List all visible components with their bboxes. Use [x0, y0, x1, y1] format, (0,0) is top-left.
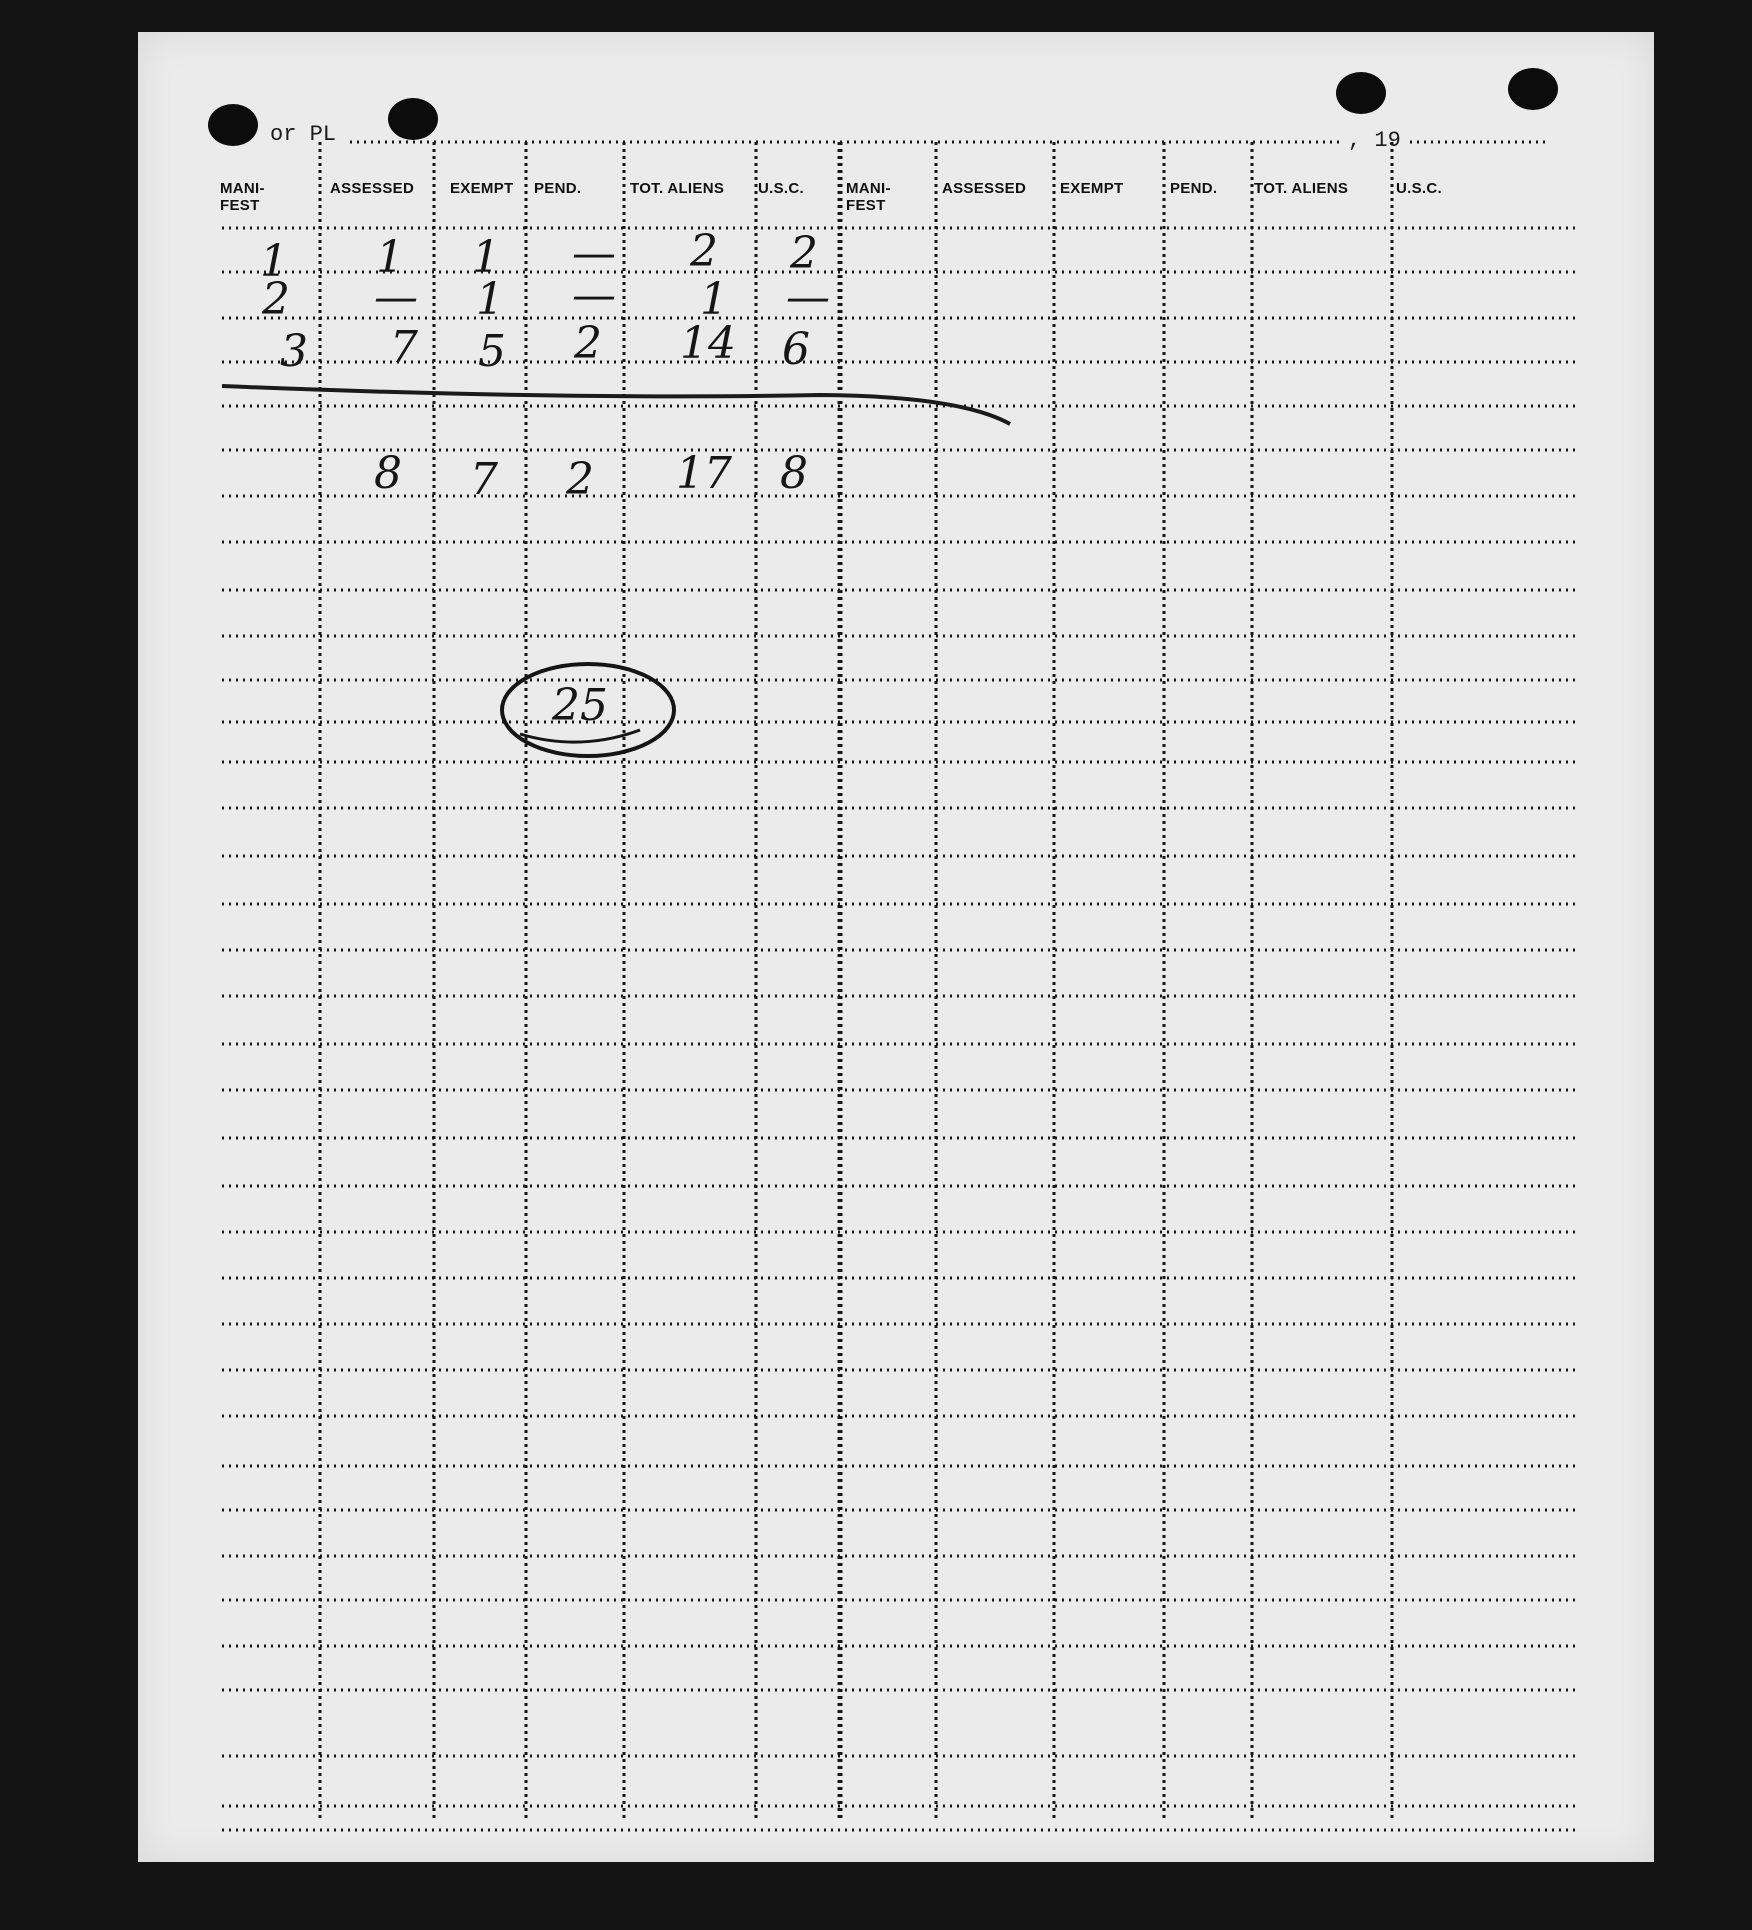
total-usc: 8	[780, 448, 808, 499]
header-pend-right: PEND.	[1170, 180, 1218, 197]
header-manifest: MANI- FEST	[220, 180, 265, 214]
row2-pend: —	[572, 270, 616, 321]
total-tot-aliens: 17	[676, 448, 732, 499]
header-exempt: EXEMPT	[450, 180, 514, 197]
total-exempt: 7	[470, 454, 498, 505]
header-exempt-right: EXEMPT	[1060, 180, 1124, 197]
header-tot-aliens: TOT. ALIENS	[630, 180, 725, 197]
header-assessed: ASSESSED	[330, 180, 415, 197]
row1-assessed: 1	[376, 232, 404, 283]
row2-manifest: 2	[262, 274, 290, 325]
circle-mark-tail	[520, 730, 640, 742]
row3-manifest: 3	[280, 326, 308, 377]
row2-usc: —	[786, 272, 830, 323]
circled-total: 25	[552, 680, 608, 731]
header-manifest-right: MANI- FEST	[846, 180, 891, 214]
year-prefix: , 19	[1348, 128, 1401, 153]
header-tot-aliens-right: TOT. ALIENS	[1254, 180, 1349, 197]
total-pend: 2	[566, 454, 594, 505]
row2-assessed: —	[374, 272, 418, 323]
row1-usc: 2	[790, 228, 818, 279]
row1-tot-aliens: 2	[690, 226, 718, 277]
row1-manifest: 1	[260, 236, 288, 287]
header-usc: U.S.C.	[758, 180, 804, 197]
row3-exempt: 5	[478, 326, 506, 377]
row2-tot-aliens: 1	[700, 274, 728, 325]
row3-assessed: 7	[390, 322, 418, 373]
total-assessed: 8	[374, 448, 402, 499]
vessel-prefix: or PL	[270, 122, 337, 147]
row2-exempt: 1	[476, 274, 504, 325]
row3-tot-aliens: 14	[680, 318, 736, 369]
header-pend: PEND.	[534, 180, 582, 197]
row1-pend: —	[572, 228, 616, 279]
row3-pend: 2	[574, 318, 602, 369]
header-assessed-right: ASSESSED	[942, 180, 1027, 197]
row1-exempt: 1	[472, 232, 500, 283]
row3-usc: 6	[782, 324, 810, 375]
header-usc-right: U.S.C.	[1396, 180, 1442, 197]
